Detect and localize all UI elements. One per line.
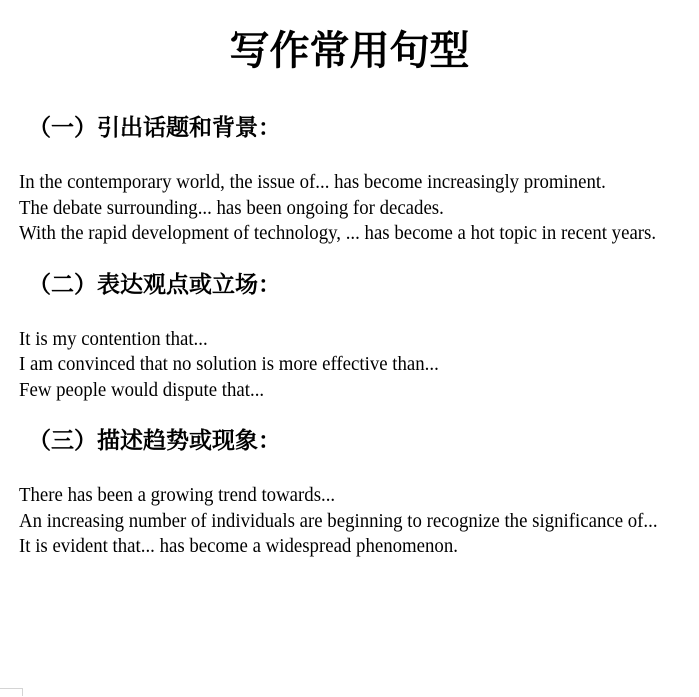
sentence-pattern: Few people would dispute that...	[19, 379, 265, 401]
sentence-pattern: With the rapid development of technology, ... has become a hot topic in recent years.	[19, 223, 657, 244]
section-3	[0, 425, 699, 560]
sentence-pattern: It is my contention that...	[19, 328, 208, 350]
sentence-pattern: The debate surrounding... has been ongoing for decades.	[19, 197, 444, 219]
section-1-lines	[0, 142, 699, 247]
section-2	[0, 269, 699, 404]
sentence-pattern: It is evident that... has become a widespread phenomenon.	[19, 536, 458, 557]
section-1-heading: （一）引出话题和背景：	[28, 114, 281, 140]
sentence-pattern: An increasing number of individuals are beginning to recognize the significance of...	[19, 510, 658, 532]
section-3-lines	[0, 455, 699, 560]
section-1	[0, 112, 699, 247]
page-corner-artifact	[0, 688, 23, 696]
section-list	[0, 112, 699, 560]
page-title: 写作常用句型	[229, 29, 470, 73]
section-2-heading: （二）表达观点或立场：	[28, 270, 281, 297]
section-3-heading: （三）描述趋势或现象：	[28, 427, 281, 453]
section-2-lines	[0, 299, 699, 404]
sentence-pattern: There has been a growing trend towards...	[19, 485, 336, 506]
sentence-pattern: In the contemporary world, the issue of... has become increasingly prominent.	[19, 172, 606, 193]
sentence-pattern: I am convinced that no solution is more effective than...	[19, 354, 439, 375]
